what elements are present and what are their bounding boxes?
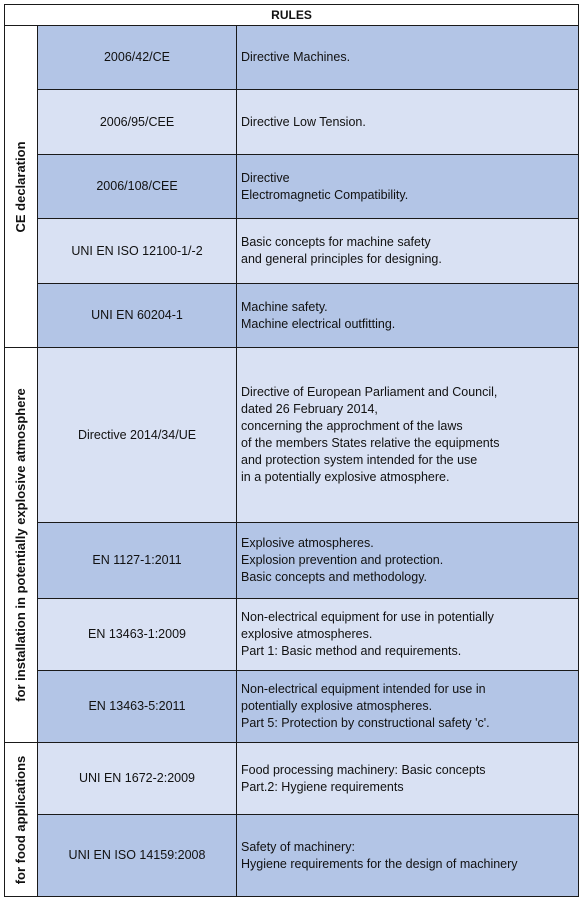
rule-description: Safety of machinery: Hygiene requirements for the design of machinery bbox=[237, 815, 579, 897]
rule-description: Non-electrical equipment for use in potentially explosive atmospheres. Part 1: Basic method and requirements. bbox=[237, 599, 579, 671]
rule-code: EN 13463-5:2011 bbox=[38, 671, 237, 743]
rule-code: 2006/108/CEE bbox=[38, 155, 237, 219]
group-label-ce-declaration bbox=[5, 26, 38, 348]
rule-description: Directive Machines. bbox=[237, 26, 579, 90]
rule-description: Non-electrical equipment intended for use in potentially explosive atmospheres. Part 5: Protection by constructional safety 'c'. bbox=[237, 671, 579, 743]
rule-description: Machine safety. Machine electrical outfitting. bbox=[237, 284, 579, 348]
rule-code: EN 1127-1:2011 bbox=[38, 523, 237, 599]
rule-code: 2006/95/CEE bbox=[38, 90, 237, 155]
group-label-explosive-atmosphere bbox=[5, 348, 38, 743]
rule-code: UNI EN 60204-1 bbox=[38, 284, 237, 348]
rule-description: Directive of European Parliament and Council, dated 26 February 2014, concerning the approchment of the laws of the members States relative the equipments and protection system intended for the use in a potentially explosive atmosphere. bbox=[237, 348, 579, 523]
group-label-text: for food applications bbox=[13, 755, 29, 884]
rule-code: UNI EN 1672-2:2009 bbox=[38, 743, 237, 815]
rule-description: Food processing machinery: Basic concepts Part.2: Hygiene requirements bbox=[237, 743, 579, 815]
rule-code: UNI EN ISO 12100-1/-2 bbox=[38, 219, 237, 284]
rule-description: Explosive atmospheres. Explosion prevention and protection. Basic concepts and methodology. bbox=[237, 523, 579, 599]
rule-code: UNI EN ISO 14159:2008 bbox=[38, 815, 237, 897]
rule-code: 2006/42/CE bbox=[38, 26, 237, 90]
rules-table-container bbox=[4, 4, 578, 902]
rule-description: Basic concepts for machine safety and general principles for designing. bbox=[237, 219, 579, 284]
rules-table bbox=[4, 4, 579, 897]
rule-code: Directive 2014/34/UE bbox=[38, 348, 237, 523]
rule-description: Directive Electromagnetic Compatibility. bbox=[237, 155, 579, 219]
group-label-text: for installation in potentially explosive atmosphere bbox=[13, 388, 29, 702]
group-label-text: CE declaration bbox=[13, 140, 29, 233]
rule-code: EN 13463-1:2009 bbox=[38, 599, 237, 671]
rule-description: Directive Low Tension. bbox=[237, 90, 579, 155]
group-label-food-applications bbox=[5, 743, 38, 897]
table-header: RULES bbox=[5, 5, 579, 26]
